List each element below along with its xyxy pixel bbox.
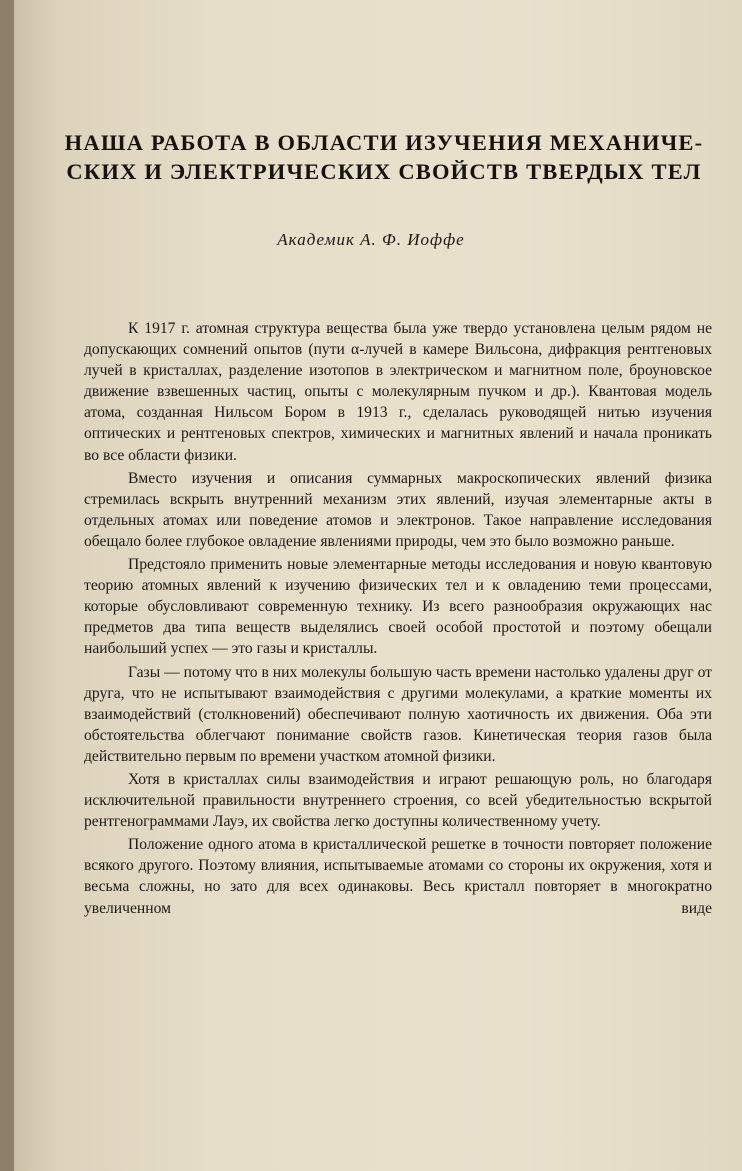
article-author: Академик А. Ф. Иоффе (277, 230, 465, 249)
article-title-line-2: СКИХ И ЭЛЕКТРИЧЕСКИХ СВОЙСТВ ТВЕРДЫХ ТЕЛ (66, 159, 702, 184)
article-title (64, 128, 704, 186)
paragraph-5: Хотя в кристаллах силы взаимодействия и играют решающую роль, но благодаря исключительной правильности внутреннего строения, со всей убедительностью вскрытой рентгенограммами Лауэ, их свойства легко доступны количественному учету. (84, 770, 712, 831)
paragraph-6: Положение одного атома в кристаллической решетке в точности повторяет положение всякого другого. Поэтому влияния, испытываемые атомами со стороны их окружения, хотя и весьма сложны, но зато для всех одинаковы. Весь кристалл повторяет в многократно увеличенном виде (84, 836, 712, 917)
paragraph-3: Предстояло применить новые элементарные методы исследования и новую квантовую теорию атомных явлений к изучению физических тел и к овладению теми процессами, которые обусловливают современную технику. Из всего разнообразия окружающих нас предметов два типа веществ выделялись своей особой простотой и поэтому обещали наибольший успех — это газы и кристаллы. (84, 556, 712, 658)
article-body (84, 318, 712, 919)
paragraph-4: Газы — потому что в них молекулы большую часть времени настолько удалены друг от друга, что не испытывают взаимодействия с другими молекулами, а краткие моменты их взаимодействий (столкновений) обеспечивают полную хаотичность их движения. Оба эти обстоятельства облегчают понимание свойств газов. Кинетическая теория газов была действительно первым по времени участком атомной физики. (84, 663, 712, 765)
paragraph-2: Вместо изучения и описания суммарных макроскопических явлений физика стремилась вскрыть внутренний механизм этих явлений, изучая элементарные акты в отдельных атомах или поведение атомов и электронов. Такое направление исследования обещало более глубокое овладение явлениями природы, чем это было возможно раньше. (84, 469, 712, 550)
article-title-line-1: НАША РАБОТА В ОБЛАСТИ ИЗУЧЕНИЯ МЕХАНИЧЕ- (64, 130, 704, 155)
paragraph-1: К 1917 г. атомная структура вещества была уже твердо установлена целым рядом не допускающих сомнений опытов (пути α-лучей в камере Вильсона, дифракция рентгеновых лучей в кристаллах, разделение изотопов в электрическом и магнитном поле, броуновское движение взвешенных частиц, опыты с молекулярным пучком и др.). Квантовая модель атома, созданная Нильсом Бором в 1913 г., сделалась руководящей нитью изучения оптических и рентгеновых спектров, химических и магнитных явлений и начала проникать во все области физики. (84, 320, 712, 464)
